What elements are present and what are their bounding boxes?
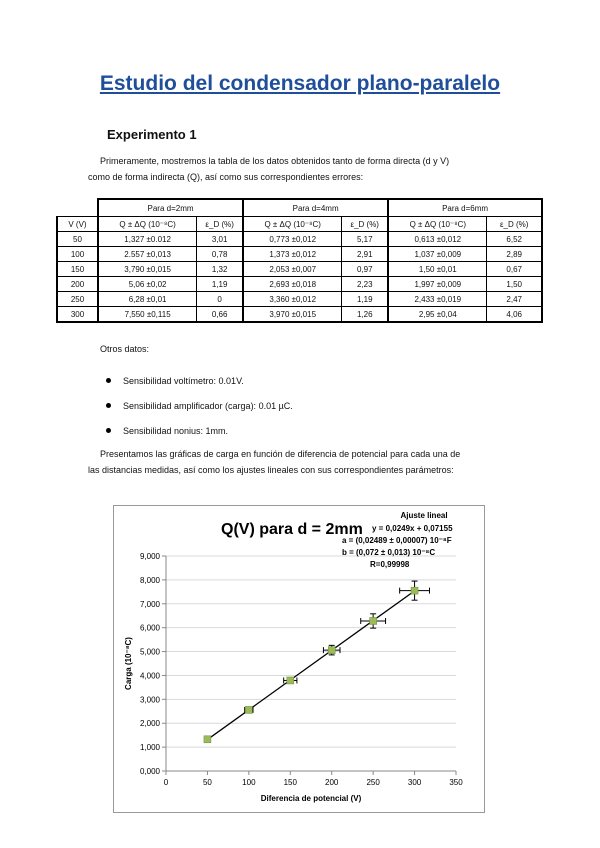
bullet-list: [100, 368, 293, 443]
table-cell: 1,327 ±0.012: [98, 232, 197, 247]
column-header: Q ± ΔQ (10⁻⁸C): [388, 217, 487, 232]
table-cell: 4,06: [487, 307, 542, 323]
table-row: [57, 277, 542, 292]
table-cell: 300: [57, 307, 98, 323]
data-point: [287, 677, 294, 684]
x-tick-label: 50: [202, 778, 212, 787]
table-row: [57, 247, 542, 262]
y-tick-label: 7,000: [139, 599, 160, 609]
table-cell: 200: [57, 277, 98, 292]
table-cell: 0,773 ±0,012: [243, 232, 342, 247]
table-row: [57, 262, 542, 277]
y-tick-label: 4,000: [139, 671, 160, 681]
fit-equation: y = 0,0249x + 0,07155: [372, 524, 453, 533]
group-header-d2: Para d=2mm: [98, 199, 243, 217]
fit-param-a: a = (0,02489 ± 0,00007) 10⁻⁸F: [342, 536, 452, 545]
chart-frame: [113, 505, 485, 813]
list-item: Sensibilidad amplificador (carga): 0.01 µC.: [100, 393, 293, 418]
table-cell: 2,433 ±0,019: [388, 292, 487, 307]
table-cell: 1,50: [487, 277, 542, 292]
bullet-icon: [106, 428, 111, 433]
outro-line-1: Presentamos las gráficas de carga en función de diferencia de potencial para cada una de: [100, 449, 461, 459]
data-point: [370, 617, 377, 624]
table-cell: 0: [197, 292, 243, 307]
table-cell: 0,66: [197, 307, 243, 323]
table-cell: 7,550 ±0,115: [98, 307, 197, 323]
table-cell: 1,997 ±0,009: [388, 277, 487, 292]
table-header-row: [57, 217, 542, 232]
data-point: [411, 587, 418, 594]
table-cell: 5,06 ±0,02: [98, 277, 197, 292]
table-cell: 2,89: [487, 247, 542, 262]
table-cell: 150: [57, 262, 98, 277]
table-cell: 3,970 ±0,015: [243, 307, 342, 323]
x-tick-label: 150: [283, 778, 297, 787]
section-heading: Experimento 1: [107, 127, 197, 142]
table-row: [57, 307, 542, 323]
table-cell: 6,28 ±0,01: [98, 292, 197, 307]
table-cell: 2,693 ±0,018: [243, 277, 342, 292]
list-item: Sensibilidad nonius: 1mm.: [100, 418, 293, 443]
y-tick-label: 5,000: [139, 647, 160, 657]
table-cell: 1,19: [197, 277, 243, 292]
x-axis-label: Diferencia de potencial (V): [260, 794, 362, 803]
column-header: Q ± ΔQ (10⁻⁸C): [98, 217, 197, 232]
table-cell: 0,78: [197, 247, 243, 262]
x-tick-label: 300: [407, 778, 422, 787]
y-tick-label: 1,000: [139, 743, 160, 753]
y-axis-label: Carga (10⁻⁸C): [124, 637, 133, 690]
y-tick-label: 8,000: [139, 575, 160, 585]
data-point: [245, 706, 252, 713]
table-cell: 3,790 ±0,015: [98, 262, 197, 277]
table-cell: 0,67: [487, 262, 542, 277]
column-header: ε_D (%): [342, 217, 388, 232]
x-tick-label: 200: [325, 778, 339, 787]
bullet-icon: [106, 403, 111, 408]
x-tick-label: 0: [163, 778, 169, 787]
list-item: Sensibilidad voltímetro: 0.01V.: [100, 368, 293, 393]
column-header: ε_D (%): [487, 217, 542, 232]
group-header-d6: Para d=6mm: [388, 199, 542, 217]
table-cell: 1,26: [342, 307, 388, 323]
y-tick-label: 3,000: [139, 695, 160, 705]
table-cell: 100: [57, 247, 98, 262]
table-cell: 2,23: [342, 277, 388, 292]
fit-line: [207, 591, 414, 740]
fit-param-b: b = (0,072 ± 0,013) 10⁻⁸C: [342, 548, 436, 557]
page-title: Estudio del condensador plano-paralelo: [99, 72, 501, 95]
outro-line-2: las distancias medidas, así como los ajustes lineales con sus correspondientes parámetros:: [88, 465, 454, 475]
y-tick-label: 2,000: [139, 719, 160, 729]
otros-datos-label: Otros datos:: [100, 344, 150, 354]
table-cell: 0,613 ±0,012: [388, 232, 487, 247]
table-cell: 3,01: [197, 232, 243, 247]
table-cell: 0,97: [342, 262, 388, 277]
table-cell: 2,053 ±0,007: [243, 262, 342, 277]
x-tick-label: 100: [242, 778, 256, 787]
table-cell: 1,19: [342, 292, 388, 307]
chart-title: Q(V) para d = 2mm: [221, 521, 363, 538]
table-cell: 2,91: [342, 247, 388, 262]
bullet-icon: [106, 378, 111, 383]
column-header: Q ± ΔQ (10⁻⁸C): [243, 217, 342, 232]
y-tick-label: 6,000: [139, 623, 160, 633]
table-cell: 5,17: [342, 232, 388, 247]
annotation-heading: Ajuste lineal: [400, 511, 448, 520]
table-cell: 50: [57, 232, 98, 247]
table-cell: 2,47: [487, 292, 542, 307]
table-cell: 6,52: [487, 232, 542, 247]
table-row: [57, 232, 542, 247]
intro-line-2: como de forma indirecta (Q), así como sus correspondientes errores:: [88, 172, 364, 182]
data-table: [56, 198, 543, 323]
table-cell: 1,373 ±0,012: [243, 247, 342, 262]
data-point: [328, 647, 335, 654]
fit-r-value: R=0,99998: [370, 560, 410, 569]
table-cell: 2.557 ±0,013: [98, 247, 197, 262]
group-header-d4: Para d=4mm: [243, 199, 388, 217]
column-header: ε_D (%): [197, 217, 243, 232]
table-cell: 1,50 ±0,01: [388, 262, 487, 277]
intro-line-1: Primeramente, mostremos la tabla de los datos obtenidos tanto de forma directa (d y V): [100, 156, 450, 166]
x-tick-label: 350: [449, 778, 463, 787]
table-row: [57, 292, 542, 307]
column-header: V (V): [57, 217, 98, 232]
table-cell: 250: [57, 292, 98, 307]
table-cell: 1,037 ±0,009: [388, 247, 487, 262]
y-tick-label: 0,000: [139, 767, 160, 776]
x-tick-label: 250: [366, 778, 380, 787]
chart: [114, 506, 484, 812]
table-cell: 1,32: [197, 262, 243, 277]
y-tick-label: 9,000: [139, 552, 160, 561]
table-cell: 3,360 ±0,012: [243, 292, 342, 307]
table-cell: 2,95 ±0,04: [388, 307, 487, 323]
data-point: [204, 736, 211, 743]
